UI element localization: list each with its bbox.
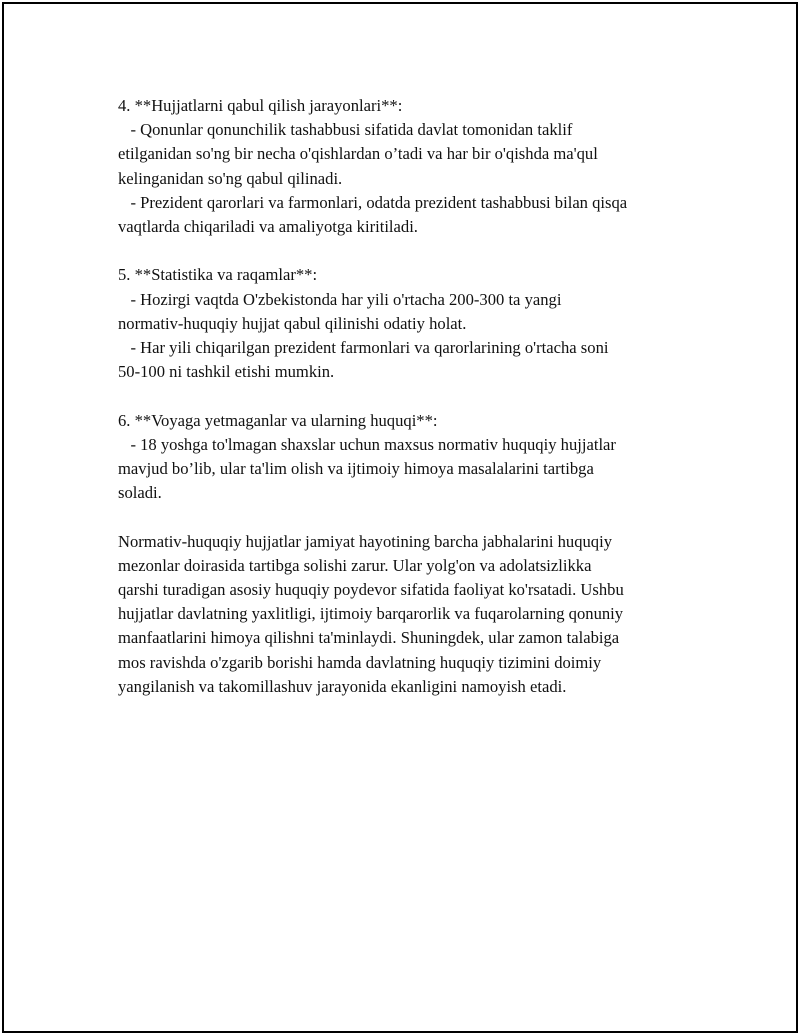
section-heading: 6. **Voyaga yetmaganlar va ularning huquqi**: bbox=[118, 410, 438, 430]
text-line: - Prezident qarorlari va farmonlari, odatda prezident tashabbusi bilan qisqa bbox=[118, 192, 628, 212]
text-line: mavjud bo’lib, ular ta'lim olish va ijtimoiy himoya masalalarini tartibga bbox=[118, 459, 594, 479]
text-line: normativ-huquqiy hujjat qabul qilinishi odatiy holat. bbox=[118, 313, 467, 333]
section-heading: 5. **Statistika va raqamlar**: bbox=[118, 265, 318, 285]
section-statistics bbox=[118, 263, 688, 384]
section-minors-rights bbox=[118, 409, 688, 506]
text-line: mezonlar doirasida tartibga solishi zarur. Ular yolg'on va adolatsizlikka bbox=[118, 555, 592, 575]
text-line: - Hozirgi vaqtda O'zbekistonda har yili o'rtacha 200-300 ta yangi bbox=[118, 289, 562, 309]
text-line: hujjatlar davlatning yaxlitligi, ijtimoiy barqarorlik va fuqarolarning qonuniy bbox=[118, 604, 624, 624]
text-line: mos ravishda o'zgarib borishi hamda davlatning huquqiy tizimini doimiy bbox=[118, 652, 602, 672]
document-body bbox=[118, 94, 688, 723]
section-document-adoption bbox=[118, 94, 688, 239]
text-line: 50-100 ni tashkil etishi mumkin. bbox=[118, 362, 335, 382]
text-line: manfaatlarini himoya qilishni ta'minlaydi. Shuningdek, ular zamon talabiga bbox=[118, 628, 620, 648]
text-line: qarshi turadigan asosiy huquqiy poydevor sifatida faoliyat ko'rsatadi. Ushbu bbox=[118, 580, 624, 600]
text-line: - Qonunlar qonunchilik tashabbusi sifatida davlat tomonidan taklif bbox=[118, 120, 573, 140]
text-line: yangilanish va takomillashuv jarayonida ekanligini namoyish etadi. bbox=[118, 676, 567, 696]
text-line: soladi. bbox=[118, 483, 162, 503]
text-line: Normativ-huquqiy hujjatlar jamiyat hayotining barcha jabhalarini huquqiy bbox=[118, 531, 612, 551]
section-heading: 4. **Hujjatlarni qabul qilish jarayonlari**: bbox=[118, 96, 403, 115]
conclusion-paragraph bbox=[118, 530, 688, 699]
text-line: kelinganidan so'ng qabul qilinadi. bbox=[118, 168, 343, 188]
text-line: - Har yili chiqarilgan prezident farmonlari va qarorlarining o'rtacha soni bbox=[118, 338, 609, 358]
text-line: vaqtlarda chiqariladi va amaliyotga kiritiladi. bbox=[118, 217, 418, 237]
text-line: - 18 yoshga to'lmagan shaxslar uchun maxsus normativ huquqiy hujjatlar bbox=[118, 434, 616, 454]
text-line: etilganidan so'ng bir necha o'qishlardan o’tadi va har bir o'qishda ma'qul bbox=[118, 144, 598, 164]
